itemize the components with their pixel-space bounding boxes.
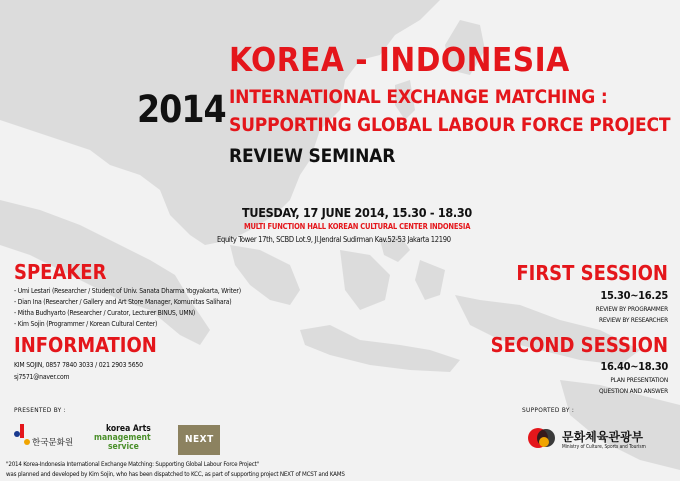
first-session-item: REVIEW BY PROGRAMMER xyxy=(595,305,668,313)
mcst-logo-name: 문화체육관광부 xyxy=(562,430,644,444)
speaker-item: - Kim Sojin (Programmer / Korean Cultural Center) xyxy=(14,320,158,328)
kcc-logo-text: 한국문화원 xyxy=(32,438,74,448)
subtitle-line-1: INTERNATIONAL EXCHANGE MATCHING : xyxy=(229,86,608,108)
event-address: Equity Tower 17th, SCBD Lot.9, Jl.Jendral Sudirman Kav.52-53 Jakarta 12190 xyxy=(217,235,451,244)
kams-logo-line3: service xyxy=(108,442,139,452)
next-logo-text: NEXT xyxy=(185,434,214,445)
event-year: 2014 xyxy=(137,88,226,131)
first-session-item: REVIEW BY RESEARCHER xyxy=(598,316,668,324)
mcst-logo-subtitle: Ministry of Culture, Sports and Tourism xyxy=(562,445,646,450)
second-session-time: 16.40~18.30 xyxy=(600,360,668,373)
event-venue: MULTI FUNCTION HALL KOREAN CULTURAL CENTER INDONESIA xyxy=(244,222,471,231)
next-logo xyxy=(178,425,220,455)
mcst-logo xyxy=(526,424,676,454)
contact-email[interactable]: sj7571@naver.com xyxy=(14,373,70,381)
presented-by-label: PRESENTED BY : xyxy=(14,406,66,414)
kcc-emblem-icon xyxy=(14,422,32,452)
speaker-item: - Mitha Budhyarto (Researcher / Curator, Lecturer BINUS, UMN) xyxy=(14,309,196,317)
speaker-heading: SPEAKER xyxy=(14,260,107,284)
speaker-item: - Umi Lestari (Researcher / Student of Univ. Sanata Dharma Yogyakarta, Writer) xyxy=(14,287,241,295)
supported-by-label: SUPPORTED BY : xyxy=(522,406,575,414)
kams-logo-line1: korea Arts xyxy=(106,424,151,434)
event-title: KOREA - INDONESIA xyxy=(229,40,570,79)
footer-line-2: was planned and developed by Kim Sojin, who has been dispatched to KCC, as part of supporting project NEXT of MCST and KAMS xyxy=(6,471,345,478)
mcst-emblem-icon xyxy=(526,424,558,452)
footer-line-1: "2014 Korea-Indonesia International Exchange Matching: Supporting Global Labour Force Project" xyxy=(6,461,259,468)
second-session-item: QUESTION AND ANSWER xyxy=(599,387,668,395)
subtitle-line-2: SUPPORTING GLOBAL LABOUR FORCE PROJECT xyxy=(229,114,671,136)
event-date: TUESDAY, 17 JUNE 2014, 15.30 - 18.30 xyxy=(242,205,472,220)
korean-cultural-center-logo xyxy=(14,422,76,452)
speaker-item: - Dian Ina (Researcher / Gallery and Art Store Manager, Komunitas Salihara) xyxy=(14,298,232,306)
contact-phone: KIM SOJIN, 0857 7840 3033 / 021 2903 5650 xyxy=(14,361,143,369)
second-session-item: PLAN PRESENTATION xyxy=(610,376,668,384)
first-session-heading: FIRST SESSION xyxy=(516,261,668,285)
kams-logo-line2: management xyxy=(94,433,151,443)
kams-logo xyxy=(94,424,156,456)
first-session-time: 15.30~16.25 xyxy=(600,289,668,302)
subtitle-line-3: REVIEW SEMINAR xyxy=(229,145,396,167)
second-session-heading: SECOND SESSION xyxy=(490,333,668,357)
information-heading: INFORMATION xyxy=(14,333,157,357)
